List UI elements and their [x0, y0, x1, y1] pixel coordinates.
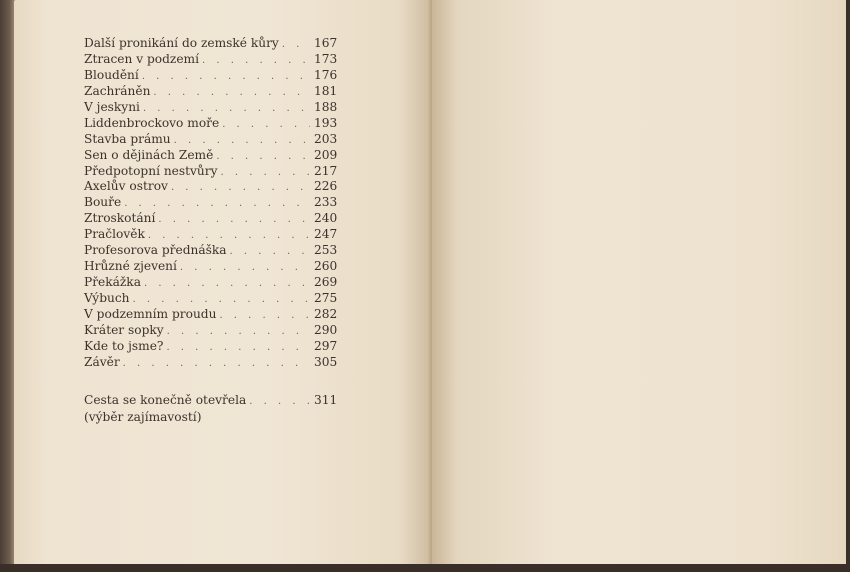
- toc-entry: [84, 275, 336, 291]
- toc-appendix-title: Cesta se konečně otevřela: [84, 392, 247, 407]
- toc-leader-dots: [142, 69, 310, 85]
- toc-leader-dots: [180, 260, 310, 276]
- toc-entry-title: Stavba prámu: [84, 131, 171, 146]
- toc-entry-title: Překážka: [84, 275, 141, 290]
- toc-leader-dots: [158, 212, 310, 228]
- toc-leader-dots: [282, 37, 310, 53]
- toc-entry: [84, 291, 336, 307]
- toc-entry-page: 209: [314, 147, 338, 162]
- toc-leader-dots: [124, 196, 310, 212]
- toc-leader-dots: [216, 149, 310, 165]
- toc-spacer: [84, 371, 336, 393]
- toc-entry-page: 193: [314, 115, 338, 130]
- right-page: [432, 0, 846, 566]
- toc-leader-dots: [143, 101, 310, 117]
- toc-entry: [84, 179, 336, 195]
- toc-entry-page: 233: [314, 195, 338, 210]
- toc-entry-page: 269: [314, 275, 338, 290]
- toc-entry-title: Hrůzné zjevení: [84, 259, 177, 274]
- toc-leader-dots: [221, 165, 311, 181]
- toc-entry-title: Výbuch: [84, 291, 130, 305]
- toc-entry-page: 297: [314, 338, 338, 353]
- toc-entry-page: 260: [314, 259, 338, 274]
- toc-entry-page: 253: [314, 243, 338, 258]
- toc-entry: [84, 307, 336, 323]
- toc-entry: [84, 52, 336, 68]
- toc-entry-title: Kráter sopky: [84, 322, 164, 337]
- toc-entry-page: 217: [314, 163, 338, 178]
- toc-entry: [84, 164, 336, 180]
- toc-entry-page: 181: [314, 83, 338, 98]
- toc-entry-title: Profesorova přednáška: [84, 243, 227, 258]
- toc-entry: [84, 259, 336, 275]
- toc-entry-page: 203: [314, 131, 338, 146]
- toc-entry: [84, 195, 336, 211]
- toc-entry-title: Kde to jsme?: [84, 338, 164, 353]
- toc-entry-page: 240: [314, 211, 338, 226]
- toc-entry: [84, 243, 336, 259]
- toc-entry: [84, 36, 336, 52]
- toc-leader-dots: [148, 228, 310, 244]
- toc-entry-title: Další pronikání do zemské kůry: [84, 36, 279, 50]
- toc-entry: [84, 68, 336, 84]
- toc-leader-dots: [222, 117, 310, 133]
- toc-leader-dots: [144, 276, 310, 292]
- toc-entry-title: Závěr: [84, 354, 120, 369]
- toc-leader-dots: [219, 308, 310, 324]
- toc-entry: [84, 84, 336, 100]
- toc-entry-title: V podzemním proudu: [84, 306, 217, 321]
- toc-leader-dots: [153, 85, 310, 101]
- toc-appendix-entry: [84, 393, 336, 409]
- toc-entry-page: 173: [314, 51, 338, 66]
- toc-leader-dots: [133, 292, 310, 308]
- toc-leader-dots: [123, 356, 310, 372]
- toc-entry-title: Zachráněn: [84, 83, 151, 98]
- toc-entry-title: Bouře: [84, 195, 122, 210]
- toc-appendix-subtitle: (výběr zajímavostí): [84, 409, 202, 424]
- toc-leader-dots: [230, 244, 310, 260]
- toc-entry: [84, 100, 336, 116]
- toc-leader-dots: [249, 394, 310, 410]
- toc-entry-title: Ztracen v podzemí: [84, 51, 200, 66]
- toc-entry: [84, 116, 336, 132]
- toc-entry-page: 275: [314, 291, 338, 305]
- toc-entry: [84, 227, 336, 243]
- toc-leader-dots: [174, 133, 310, 149]
- toc-leader-dots: [167, 324, 310, 340]
- toc-entry-page: 188: [314, 99, 338, 114]
- toc-entry-page: 167: [314, 36, 338, 50]
- toc-leader-dots: [171, 180, 310, 196]
- toc-entry-page: 226: [314, 179, 338, 194]
- toc-entry: [84, 132, 336, 148]
- toc-appendix-page: 311: [314, 392, 338, 407]
- toc-entry-title: Sen o dějinách Země: [84, 147, 214, 162]
- table-of-contents: [84, 36, 336, 425]
- toc-entry-title: Axelův ostrov: [84, 179, 168, 194]
- toc-leader-dots: [202, 53, 310, 69]
- toc-entry-page: 247: [314, 227, 338, 242]
- toc-entry: [84, 355, 336, 371]
- toc-entry: [84, 211, 336, 227]
- bottom-edge: [0, 564, 850, 572]
- toc-entry: [84, 339, 336, 355]
- toc-entry-title: Ztroskotání: [84, 211, 156, 226]
- toc-entry: [84, 148, 336, 164]
- toc-entry-title: Liddenbrockovo moře: [84, 115, 220, 130]
- toc-entry-page: 282: [314, 306, 338, 321]
- toc-entry-title: Předpotopní nestvůry: [84, 163, 218, 178]
- toc-entry-page: 305: [314, 354, 338, 369]
- toc-entry-title: Bloudění: [84, 67, 139, 82]
- toc-leader-dots: [166, 340, 310, 356]
- toc-entry-page: 176: [314, 67, 338, 82]
- toc-entry-page: 290: [314, 322, 338, 337]
- toc-entry-title: V jeskyni: [84, 99, 140, 114]
- toc-entry-title: Pračlověk: [84, 227, 145, 242]
- toc-entry: [84, 323, 336, 339]
